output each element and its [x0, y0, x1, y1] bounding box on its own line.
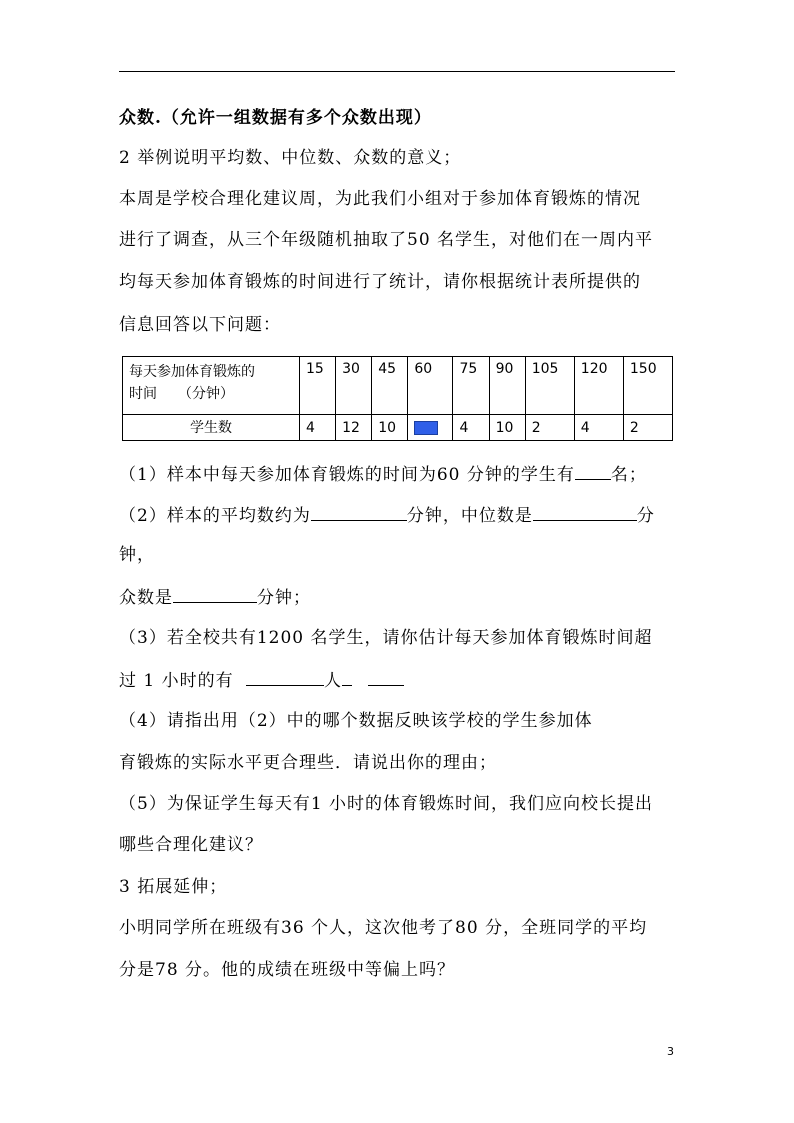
question-2-unit: 分: [636, 506, 655, 526]
question-2-mode-unit: 分钟；: [257, 588, 311, 608]
student-count-cell: 2: [623, 415, 672, 441]
question-3-cont: [119, 669, 404, 692]
exercise-time-table: [122, 356, 673, 441]
answer-blank-mean[interactable]: [311, 504, 407, 521]
question-2-text: （2）样本的平均数约为: [119, 506, 311, 526]
section-3-title: 3 拓展延伸；: [119, 877, 228, 897]
question-3-text: 过 1 小时的有: [119, 671, 234, 691]
section-2-title: 2 举例说明平均数、中位数、众数的意义；: [119, 148, 462, 168]
table-row-students: [123, 415, 673, 441]
time-cell: 45: [372, 357, 408, 415]
extension-line-2: 分是78 分。他的成绩在班级中等偏上吗？: [119, 960, 456, 980]
time-cell: 15: [300, 357, 336, 415]
header-label-line2: 时间 （分钟）: [129, 386, 234, 402]
question-5: （5）为保证学生每天有1 小时的体育锻炼时间，我们应向校长提出: [119, 794, 654, 814]
extension-line-1: 小明同学所在班级有36 个人，这次他考了80 分，全班同学的平均: [119, 918, 648, 938]
student-count-cell: 2: [525, 415, 574, 441]
question-5-cont: 哪些合理化建议？: [119, 835, 263, 855]
header-rule: [119, 71, 675, 72]
missing-value-cell: [408, 415, 453, 441]
answer-blank-mode[interactable]: [173, 586, 257, 603]
table-row-times: [123, 357, 673, 415]
question-1-text: （1）样本中每天参加体育锻炼的时间为60 分钟的学生有: [119, 465, 575, 485]
question-2: [119, 504, 655, 527]
question-2-median-label: 分钟，中位数是: [406, 506, 533, 526]
students-label: 学生数: [123, 415, 300, 441]
question-3-unit: 人: [324, 671, 343, 691]
answer-blank-count[interactable]: [246, 669, 324, 686]
intro-line-2: 进行了调查，从三个年级随机抽取了50 名学生，对他们在一周内平: [119, 230, 654, 250]
question-3: （3）若全校共有1200 名学生，请你估计每天参加体育锻炼时间超: [119, 628, 653, 648]
answer-blank[interactable]: [575, 463, 611, 480]
question-2-mode-label: 众数是: [119, 588, 173, 608]
answer-blank-short: [342, 669, 352, 686]
student-count-cell: 10: [489, 415, 525, 441]
question-1: [119, 463, 647, 486]
page-number: 3: [667, 1045, 674, 1058]
header-label-line1: 每天参加体育锻炼的: [129, 364, 255, 380]
intro-line-3: 均每天参加体育锻炼的时间进行了统计，请你根据统计表所提供的: [119, 272, 641, 292]
intro-line-4: 信息回答以下问题：: [119, 315, 281, 335]
student-count-cell: 10: [372, 415, 408, 441]
table-header-label: [123, 357, 300, 415]
time-cell: 30: [336, 357, 372, 415]
intro-line-1: 本周是学校合理化建议周，为此我们小组对于参加体育锻炼的情况: [119, 189, 641, 209]
time-cell: 60: [408, 357, 453, 415]
question-2-mode: [119, 586, 311, 609]
mode-note: 众数.（允许一组数据有多个众数出现）: [119, 108, 432, 128]
question-2-cont: 钟，: [119, 545, 155, 565]
time-cell: 105: [525, 357, 574, 415]
missing-value-marker: [414, 421, 438, 435]
question-4-cont: 育锻炼的实际水平更合理些．请说出你的理由；: [119, 753, 497, 773]
time-cell: 120: [574, 357, 623, 415]
student-count-cell: 4: [300, 415, 336, 441]
time-cell: 75: [453, 357, 489, 415]
question-1-unit: 名；: [610, 465, 647, 485]
answer-blank-extra[interactable]: [368, 669, 404, 686]
time-cell: 90: [489, 357, 525, 415]
time-cell: 150: [623, 357, 672, 415]
answer-blank-median[interactable]: [533, 504, 637, 521]
student-count-cell: 4: [453, 415, 489, 441]
question-4: （4）请指出用（2）中的哪个数据反映该学校的学生参加体: [119, 711, 593, 731]
student-count-cell: 4: [574, 415, 623, 441]
student-count-cell: 12: [336, 415, 372, 441]
